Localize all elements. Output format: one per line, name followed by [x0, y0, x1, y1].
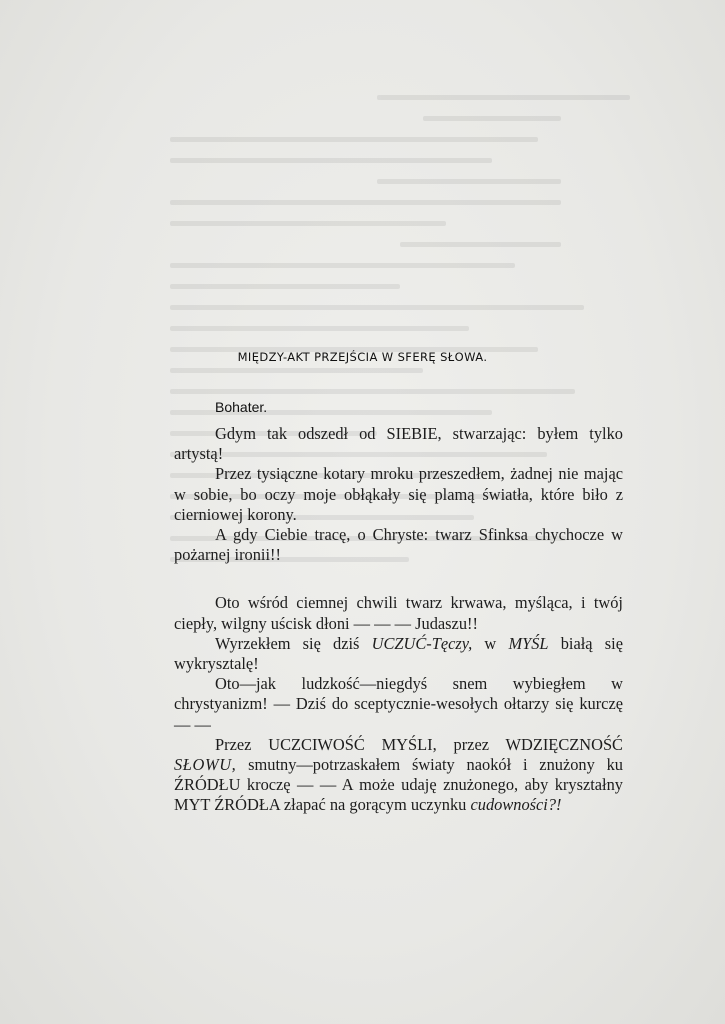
paragraph-text: smutny—potrzaskałem światy naokół i znużony ku ŹRÓDŁU kroczę — — A może udaję znużonego, aby kryształny MYT ŹRÓDŁA złapać na gorącym uczynku [174, 755, 623, 815]
emphasis-text: MYŚL [508, 633, 549, 653]
main-text [174, 424, 623, 816]
paragraph-text: Przez UCZCIWOŚĆ MYŚLI, przez WDZIĘCZNOŚĆ [215, 734, 623, 754]
section-heading: MIĘDZY-AKT PRZEJŚCIA W SFERĘ SŁOWA. [237, 350, 488, 364]
speaker-name: Bohater. [215, 399, 268, 415]
emphasis-text: UCZUĆ-Tęczy, [371, 633, 473, 653]
paragraph [174, 735, 623, 816]
paragraph [174, 634, 623, 674]
paragraph: Przez tysiączne kotary mroku przeszedłem, żadnej nie mając w sobie, bo oczy moje obłąkały się plamą światła, które biło z cierniowej korony. [174, 464, 623, 524]
paragraph-text: Wyrzekłem się dziś [215, 633, 372, 653]
paragraph: Gdym tak odszedł od SIEBIE, stwarzając: byłem tylko artystą! [174, 424, 623, 464]
paragraph: Oto—jak ludzkość—niegdyś snem wybiegłem w chrystyanizm! — Dziś do sceptycznie-wesołych ołtarzy się kurczę — — [174, 674, 623, 734]
emphasis-text: cudowności?! [470, 795, 562, 815]
paragraph-text: białą się wykrysztalę! [174, 633, 623, 674]
paragraph: A gdy Ciebie tracę, o Chryste: twarz Sfinksa chychocze w pożarnej ironii!! [174, 525, 623, 565]
paragraph: Oto wśród ciemnej chwili twarz krwawa, myśląca, i twój ciepły, wilgny uścisk dłoni — — — Judaszu!! [174, 593, 623, 633]
paragraph-text: w [472, 633, 509, 653]
emphasis-text: SŁOWU, [174, 755, 237, 775]
